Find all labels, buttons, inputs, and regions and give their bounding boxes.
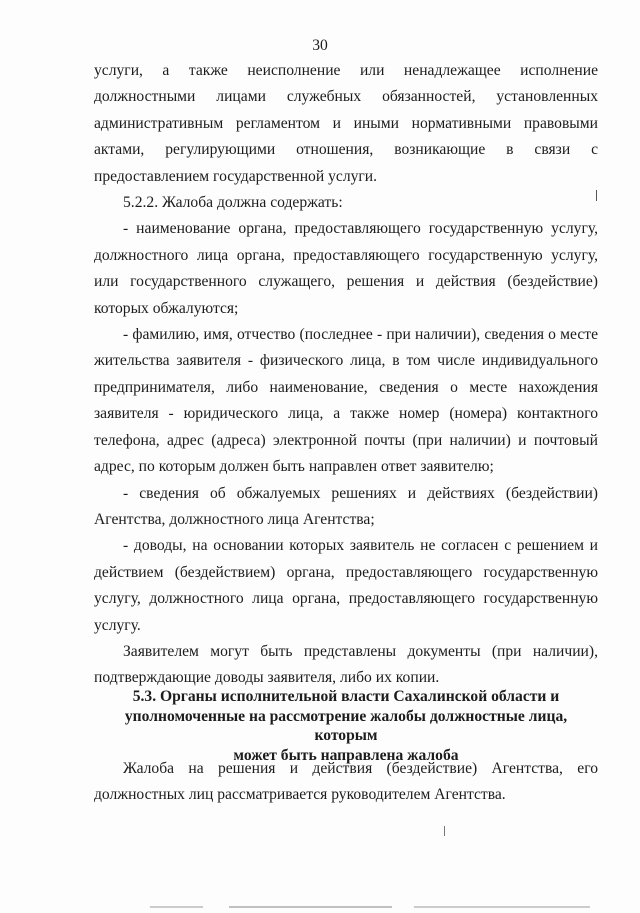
document-body — [94, 58, 598, 692]
paragraph-supporting-documents: Заявителем могут быть представлены документы (при наличии), подтверждающие доводы заявителя, либо их копии. — [94, 642, 598, 687]
list-item-applicant-details: - фамилию, имя, отчество (последнее - при наличии), сведения о месте жительства заявителя - физического лица, в том числе индивидуального предпринимателя, либо наименование, сведения о месте нахождения заявителя - юридического лица, а также номер (номера) контактного телефона, адрес (адреса) электронной почты (при наличии) и почтовый адрес, по которым должен быть направлен ответ заявителю; — [94, 326, 598, 476]
closing-section — [94, 756, 598, 809]
section-heading-line: уполномоченные на рассмотрение жалобы должностные лица, которым — [124, 707, 568, 744]
section-heading-line: 5.3. Органы исполнительной власти Сахалинской области и — [132, 688, 560, 705]
page-number: 30 — [312, 37, 328, 54]
list-item-arguments: - доводы, на основании которых заявитель не согласен с решением и действием (бездействием) органа, предоставляющего государственную услугу, должностного лица органа, предоставляющего государственную услугу. — [94, 537, 598, 634]
scan-edge-artifact — [150, 906, 590, 908]
scan-artifact — [444, 826, 445, 836]
paragraph-complaint-review: Жалоба на решения и действия (бездействие) Агентства, его должностных лиц рассматривается руководителем Агентства. — [94, 760, 598, 804]
section-heading — [94, 687, 598, 765]
paragraph-continuation: услуги, а также неисполнение или ненадлежащее исполнение должностными лицами служебных обязанностей, установленных административным регламентом и иными нормативными правовыми актами, регулирующими отношения, возникающие в связи с предоставлением государственной услуги. — [94, 62, 598, 185]
paragraph-complaint-contents: 5.2.2. Жалоба должна содержать: — [123, 194, 343, 212]
section-heading-line: может быть направлена жалоба — [233, 746, 459, 764]
list-item-authority-name: - наименование органа, предоставляющего государственную услугу, должностного лица органа, предоставляющего государственную услугу, или государственного служащего, решения и действия (бездействие) которых обжалуются; — [94, 220, 598, 317]
list-item-appealed-decisions: - сведения об обжалуемых решениях и действиях (бездействии) Агентства, должностного лица Агентства; — [94, 484, 598, 528]
scan-artifact — [596, 190, 597, 201]
